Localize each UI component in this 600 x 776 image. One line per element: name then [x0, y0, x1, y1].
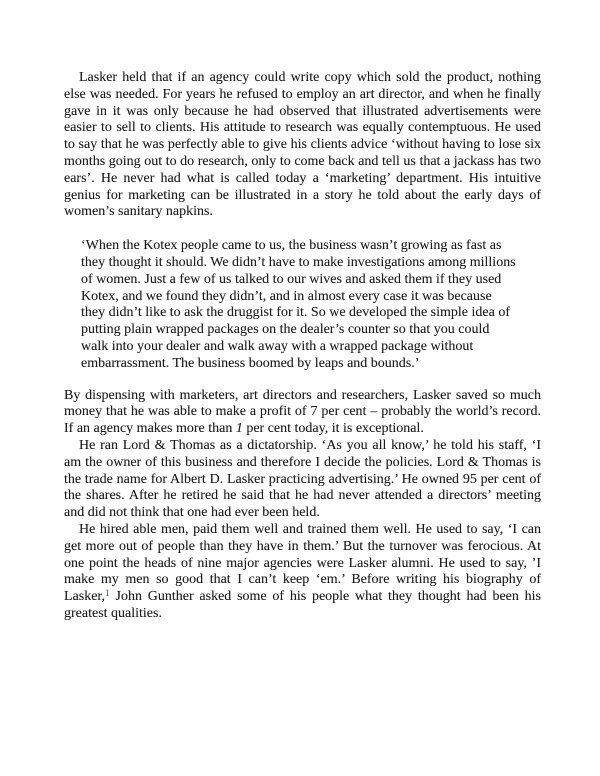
italic-number: 1 — [235, 421, 243, 437]
text-run: ‘When the Kotex people came to us, the business wasn’t growing as fast as they thought it should. We didn’t have to make investigations among millions of women. Just a few of us talked to our wives and asked them if they used Kotex, and we found they didn’t, and in almost every case it was because they didn’t like to ask the druggist for it. So we developed the simple idea of putting plain wrapped packages on the dealer’s counter so that you could walk into your dealer and walk away with a wrapped package without embarrassment. The business boomed by leaps and bounds.’ — [81, 238, 516, 371]
paragraph — [64, 70, 541, 221]
text-run: He ran Lord & Thomas as a dictatorship. ‘As you all know,’ he told his staff, ‘I am the owner of this business and therefore I decide the policies. Lord & Thomas is the trade name for Albert D. Lasker practicing advertising.’ He owned 95 per cent of the shares. After he retired he said that he had never attended a directors’ meeting and did not think that one had ever been held. — [64, 437, 541, 521]
book-page-text — [64, 70, 541, 623]
block-quote — [81, 238, 519, 372]
paragraph — [64, 438, 541, 522]
paragraph — [64, 388, 541, 438]
paragraph — [64, 522, 541, 623]
text-run: He hired able men, paid them well and trained them well. He used to say, ‘I can get more out of people than they have in them.’ But the turnover was ferocious. At one point the heads of nine major agencies were Lasker alumni. He used to say, ’I make my men so good that I can’t keep ‘em.’ Before writing his biography of Lasker, — [64, 521, 541, 605]
text-run: per cent today, it is exceptional. — [242, 421, 424, 437]
text-run: Lasker held that if an agency could write copy which sold the product, nothing else was needed. For years he refused to employ an art director, and when he finally gave in it was only because he had observed that illustrated advertisements were easier to sell to clients. His attitude to research was equally contemptuous. He used to say that he was perfectly able to give his clients advice ‘without having to lose six months going out to do research, only to come back and tell us that a jackass has two ears’. He never had what is called today a ‘marketing’ department. His intuitive genius for marketing can be illustrated in a story he told about the early days of women’s sanitary napkins. — [64, 70, 541, 220]
footnote-ref[interactable]: 1 — [105, 589, 110, 600]
text-run: John Gunther asked some of his people what they thought had been his greatest qualities. — [64, 589, 541, 621]
text-run: By dispensing with marketers, art directors and researchers, Lasker saved so much money that he was able to make a profit of 7 per cent – probably the world’s record. If an agency makes more than — [64, 387, 541, 437]
